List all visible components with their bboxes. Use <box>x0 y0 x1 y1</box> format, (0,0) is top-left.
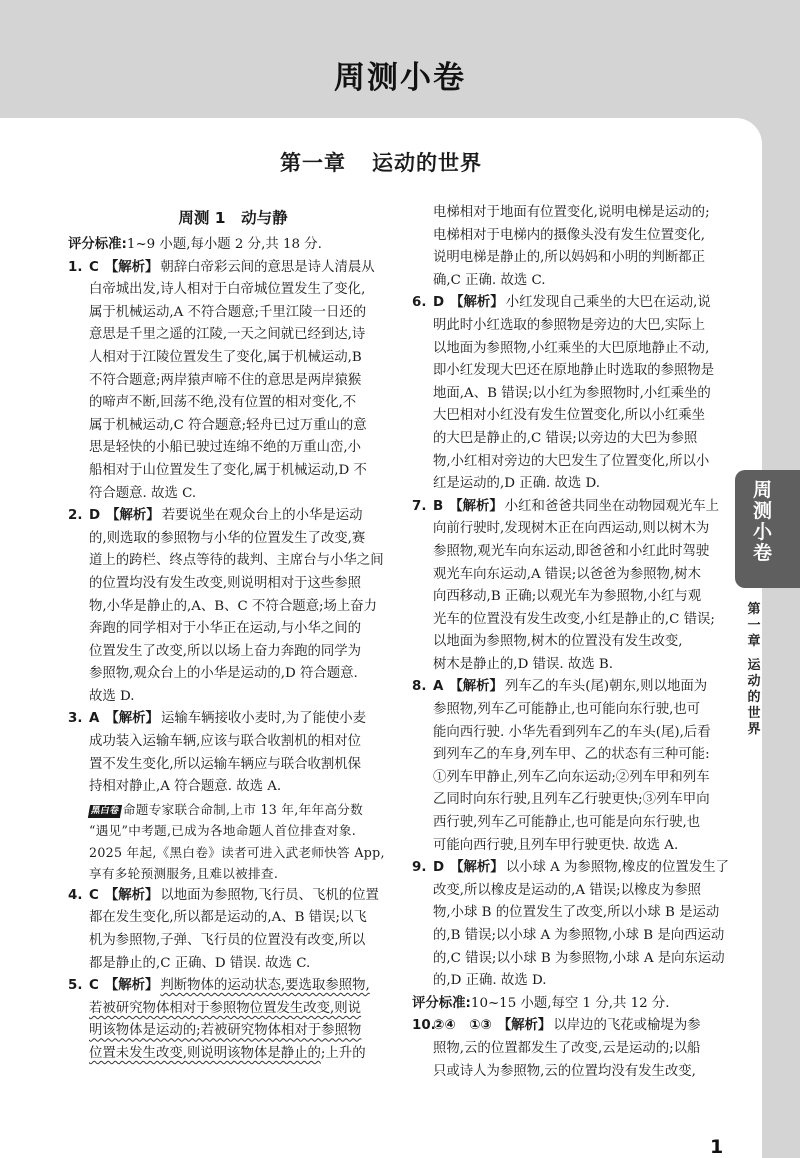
analysis-line: 电梯相对于电梯内的摄像头没有发生位置变化, <box>433 227 706 243</box>
analysis-tag: 【解析】 <box>497 1018 552 1034</box>
analysis-line: 电梯相对于地面有位置变化,说明电梯是运动的; <box>433 205 710 220</box>
analysis-line: 运输车辆接收小麦时,为了能使小麦 <box>160 711 367 727</box>
analysis-tag: 【解析】 <box>449 679 503 695</box>
analysis-line: 物,小红相对旁边的大巴发生了位置变化,所以小 <box>433 453 710 469</box>
analysis-line: 符合题意. 故选 C. <box>89 485 197 501</box>
chapter-name: 运动的世界 <box>372 151 482 175</box>
analysis-line: 改变,所以橡皮是运动的,A 错误;以橡皮为参照 <box>433 882 701 898</box>
analysis-line: 不符合题意;两岸猿声啼不住的意思是两岸猿猴 <box>89 372 362 388</box>
analysis-line: 即小红发现大巴还在原地静止时选取的参照物是 <box>433 363 715 379</box>
note-line: “遇见”中考题,已成为各地命题人首位排查对象. <box>89 823 357 839</box>
analysis-line: 参照物,观众台上的小华是运动的,D 符合题意. <box>89 666 358 682</box>
banner-title: 周测小卷 <box>334 60 466 96</box>
answer-choice: C <box>89 887 99 903</box>
note-line: 享有多轮预测服务,且难以被排查. <box>89 866 279 882</box>
analysis-line: 若要说坐在观众台上的小华是运动 <box>161 508 363 524</box>
analysis-line: 参照物,列车乙可能静止,也可能向东行驶,也可 <box>433 702 701 718</box>
side-chapter-char: 一 <box>747 618 761 633</box>
side-tab-char: 测 <box>752 500 772 522</box>
analysis-line: 意思是千里之遥的江陵,一天之间就已经到达,诗 <box>89 327 366 343</box>
answer-item-4 <box>68 885 398 975</box>
analysis-line: ①列车甲静止,列车乙向东运动;②列车甲和列车 <box>433 769 710 785</box>
question-number: 9. <box>412 860 427 876</box>
analysis-line: 思是轻快的小船已驶过连绵不绝的万重山峦,小 <box>89 440 362 456</box>
analysis-line: 属于机械运动,A 不符合题意;千里江陵一日还的 <box>89 304 367 320</box>
analysis-line: 都是静止的,C 正确、D 错误. 故选 C. <box>89 955 311 971</box>
analysis-line: 树木是静止的,D 错误. 故选 B. <box>433 656 614 672</box>
side-chapter-char: 章 <box>747 634 761 649</box>
answer-choice: D <box>433 295 445 311</box>
question-number: 6. <box>412 295 427 311</box>
right-column <box>412 202 730 1083</box>
scoring-text: 1~9 小题,每小题 2 分,共 18 分. <box>126 237 322 252</box>
analysis-tag: 【解析】 <box>104 887 159 903</box>
analysis-line: 位置发生了改变,所以以场上奋力奔跑的同学为 <box>89 643 362 659</box>
side-chapter-char: 运 <box>747 658 761 673</box>
analysis-line: 以地面为参照物,树木的位置没有发生改变, <box>433 634 683 650</box>
analysis-tag: 【解析】 <box>450 295 504 311</box>
analysis-tag: 【解析】 <box>104 978 159 994</box>
analysis-line: 向前行驶时,发现树木正在向西运动,则以树木为 <box>433 521 710 537</box>
analysis-line: 的啼声不断,回荡不绝,没有位置的相对变化,不 <box>89 395 357 411</box>
analysis-line: 的大巴是静止的,C 错误;以旁边的大巴为参照 <box>433 430 698 446</box>
page-banner <box>0 0 800 118</box>
heibaijuan-logo: 黑白卷 <box>88 805 122 818</box>
analysis-line: 以地面为参照物,小红乘坐的大巴原地静止不动, <box>433 340 710 356</box>
analysis-line: 朝辞白帝彩云间的意思是诗人清晨从 <box>160 259 375 275</box>
question-number: 10. <box>412 1018 436 1034</box>
answer-fill: ②④ ①③ <box>433 1018 492 1034</box>
analysis-tag: 【解析】 <box>105 711 159 727</box>
analysis-line: ;上升的 <box>320 1046 366 1061</box>
analysis-line: 物,小球 B 的位置发生了改变,所以小球 B 是运动 <box>433 905 720 921</box>
side-tab-char: 卷 <box>752 542 772 564</box>
analysis-line: 以地面为参照物,飞行员、飞机的位置 <box>160 887 379 903</box>
question-number: 7. <box>412 498 427 514</box>
week-title: 周测 1 动与静 <box>178 209 288 227</box>
analysis-line: 的,D 正确. 故选 D. <box>433 973 547 989</box>
analysis-line: 能向西行驶. 小华先看到列车乙的车头(尾),后看 <box>433 724 711 740</box>
analysis-line: 的位置均没有发生改变,则说明相对于这些参照 <box>89 575 362 591</box>
scoring-label: 评分标准: <box>412 995 471 1011</box>
analysis-line: 的,B 错误;以小球 A 为参照物,小球 B 是向西运动 <box>433 928 725 943</box>
analysis-line: 人相对于江陵位置发生了变化,属于机械运动,B <box>89 349 362 365</box>
analysis-line: 机为参照物,子弹、飞行员的位置没有改变,所以 <box>89 933 366 949</box>
analysis-line: 道上的跨栏、终点等待的裁判、主席台与小华之间 <box>89 553 384 569</box>
analysis-line: 故选 D. <box>89 688 135 704</box>
note-line: 2025 年起,《黑白卷》读者可进入武老师快答 App, <box>89 844 385 860</box>
analysis-tag: 【解析】 <box>104 259 159 275</box>
answer-item-8 <box>412 676 730 857</box>
answer-item-2 <box>68 505 398 708</box>
question-number: 3. <box>68 711 83 727</box>
analysis-line: 持相对静止,A 符合题意. 故选 A. <box>89 779 282 795</box>
analysis-tag: 【解析】 <box>106 508 160 524</box>
analysis-line: 小红发现自己乘坐的大巴在运动,说 <box>505 295 711 311</box>
analysis-line: 参照物,观光车向东运动,即爸爸和小红此时驾驶 <box>433 543 710 559</box>
answer-choice: C <box>89 978 99 994</box>
analysis-line: 西行驶,列车乙可能静止,也可能是向东行驶,也 <box>433 815 701 831</box>
analysis-line: 地面,A、B 错误;以小红为参照物时,小红乘坐的 <box>433 385 711 401</box>
key-point-line: 若被研究物体相对于参照物位置发生改变,则说 <box>89 1000 362 1016</box>
question-number: 8. <box>412 679 427 695</box>
analysis-line: 明此时小红选取的参照物是旁边的大巴,实际上 <box>433 317 706 333</box>
side-chapter-gap <box>742 650 766 658</box>
page-number: 1 <box>710 1136 724 1158</box>
key-point-line: 位置未发生改变,则说明该物体是静止的 <box>89 1046 321 1061</box>
side-chapter-char: 动 <box>747 674 761 689</box>
side-chapter-char: 世 <box>747 706 761 721</box>
analysis-tag: 【解析】 <box>449 498 503 514</box>
analysis-line: 以小球 A 为参照物,橡皮的位置发生了 <box>505 860 729 876</box>
answer-item-3 <box>68 708 398 798</box>
note-line: 命题专家联合命制,上市 13 年,年年高分数 <box>122 801 364 817</box>
question-number: 2. <box>68 508 83 524</box>
answer-choice: D <box>89 508 101 524</box>
answer-choice: A <box>89 711 100 727</box>
analysis-line: 观光车向东运动,A 错误;以爸爸为参照物,树木 <box>433 566 701 582</box>
scoring-standard-2 <box>412 993 730 1016</box>
promo-note <box>68 799 398 885</box>
analysis-line: 白帝城出发,诗人相对于白帝城位置发生了变化, <box>89 282 366 298</box>
analysis-line: 照物,云的位置都发生了改变,云是运动的;以船 <box>433 1040 701 1056</box>
analysis-line: 光车的位置没有发生改变,小红是静止的,C 错误; <box>433 611 715 627</box>
question-number: 1. <box>68 259 83 275</box>
answer-choice: B <box>433 498 444 514</box>
chapter-title <box>0 147 762 177</box>
scoring-label: 评分标准: <box>68 237 127 252</box>
answer-item-7 <box>412 496 730 677</box>
left-column <box>68 206 398 1066</box>
side-tab-weekly-test[interactable] <box>735 470 800 588</box>
question-number: 5. <box>68 978 83 994</box>
analysis-line: 船相对于山位置发生了变化,属于机械运动,D 不 <box>89 462 367 478</box>
analysis-line: 以岸边的飞花或榆堤为参 <box>553 1018 701 1034</box>
answer-item-5-continued <box>412 202 730 292</box>
analysis-line: 都在发生变化,所以都是运动的,A、B 错误;以飞 <box>89 910 367 926</box>
analysis-line: 乙同时向东行驶,且列车乙行驶更快;③列车甲向 <box>433 792 710 808</box>
analysis-line: 小红和爸爸共同坐在动物园观光车上 <box>504 498 720 514</box>
answer-choice: A <box>433 679 444 695</box>
answer-item-1 <box>68 257 398 506</box>
analysis-line: 奔跑的同学相对于小华正在运动,与小华之间的 <box>89 621 362 637</box>
answer-item-6 <box>412 292 730 495</box>
analysis-line: 列车乙的车头(尾)朝东,则以地面为 <box>504 679 708 695</box>
side-chapter-char: 第 <box>747 602 761 617</box>
analysis-line: 确,C 正确. 故选 C. <box>433 272 546 288</box>
analysis-line: 只或诗人为参照物,云的位置均没有发生改变, <box>433 1063 696 1079</box>
analysis-line: 到列车乙的车身,列车甲、乙的状态有三种可能: <box>433 747 710 763</box>
analysis-line: 的,C 错误;以小球 B 为参照物,小球 A 是向东运动 <box>433 950 725 966</box>
scoring-standard-1 <box>68 234 398 257</box>
side-chapter-char: 界 <box>747 722 761 737</box>
analysis-line: 红是运动的,D 正确. 故选 D. <box>433 476 601 492</box>
key-point-line: 判断物体的运动状态,要选取参照物, <box>160 978 370 994</box>
analysis-line: 置不发生变化,所以运输车辆应与联合收割机保 <box>89 756 362 772</box>
answer-page <box>0 118 762 1158</box>
side-tab-char: 周 <box>752 479 772 501</box>
answer-item-9 <box>412 857 730 993</box>
analysis-tag: 【解析】 <box>450 860 504 876</box>
analysis-line: 向西移动,B 正确;以观光车为参照物,小红与观 <box>433 589 702 605</box>
analysis-line: 的,则选取的参照物与小华的位置发生了改变,赛 <box>89 530 366 546</box>
analysis-line: 可能向西行驶,且列车甲行驶更快. 故选 A. <box>433 837 679 853</box>
side-tab-label <box>735 480 790 564</box>
analysis-line: 属于机械运动,C 符合题意;轻舟已过万重山的意 <box>89 417 367 433</box>
analysis-line: 说明电梯是静止的,所以妈妈和小明的判断都正 <box>433 250 706 266</box>
answer-choice: C <box>89 259 99 275</box>
side-tab-char: 小 <box>752 521 772 543</box>
analysis-line: 大巴相对小红没有发生位置变化,所以小红乘坐 <box>433 408 706 424</box>
side-chapter-label <box>742 602 766 738</box>
answer-item-10 <box>412 1015 730 1083</box>
answer-item-5 <box>68 975 398 1065</box>
analysis-line: 成功装入运输车辆,应该与联合收割机的相对位 <box>89 734 362 750</box>
answer-choice: D <box>433 860 445 876</box>
analysis-line: 物,小华是静止的,A、B、C 不符合题意;场上奋力 <box>89 598 378 614</box>
side-chapter-char: 的 <box>747 690 761 705</box>
question-number: 4. <box>68 887 83 903</box>
chapter-number: 第一章 <box>280 151 346 175</box>
scoring-text: 10~15 小题,每空 1 分,共 12 分. <box>470 995 670 1011</box>
key-point-line: 明该物体是运动的;若被研究物体相对于参照物 <box>89 1023 362 1039</box>
